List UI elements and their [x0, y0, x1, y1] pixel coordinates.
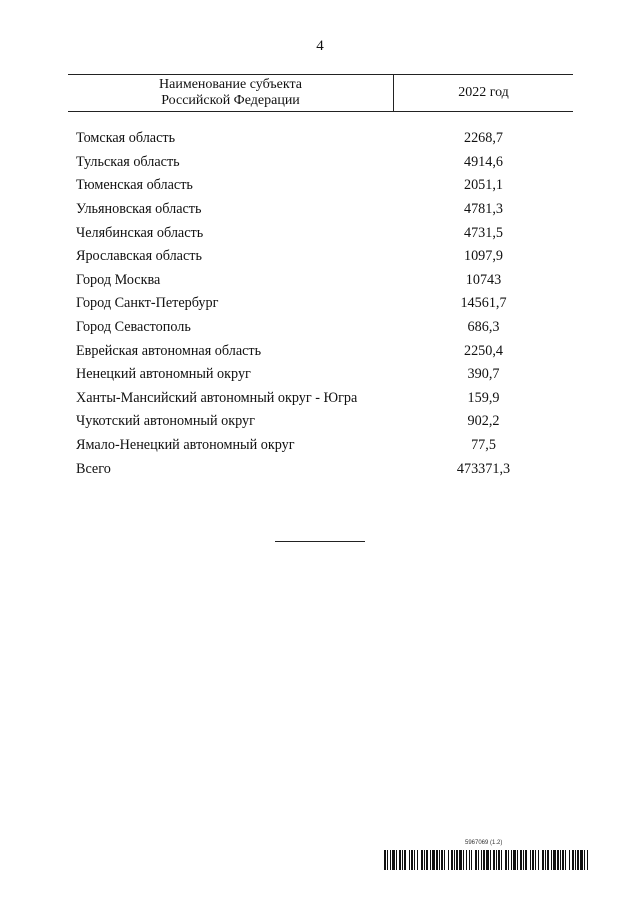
table-row — [76, 151, 573, 175]
row-value: 902,2 — [467, 413, 500, 430]
column-header-subject-line1: Наименование субъекта — [159, 77, 302, 92]
row-value: 1097,9 — [463, 248, 503, 265]
row-value: 4914,6 — [463, 153, 503, 170]
table-row — [76, 316, 573, 340]
row-value: 159,9 — [467, 389, 500, 406]
table-row — [76, 339, 573, 363]
row-subject-name: Томская область — [76, 130, 176, 147]
row-subject-name: Ульяновская область — [76, 201, 202, 218]
table-row — [76, 269, 573, 293]
row-subject-name: Челябинская область — [76, 224, 204, 241]
row-subject-name: Тульская область — [76, 153, 180, 170]
row-subject-name: Город Санкт-Петербург — [76, 295, 219, 312]
row-value: 390,7 — [467, 366, 500, 383]
row-subject-name: Ненецкий автономный округ — [76, 366, 251, 383]
table-header — [68, 74, 573, 112]
row-total-value: 473371,3 — [456, 460, 511, 477]
row-value: 4731,5 — [463, 224, 503, 241]
row-total-label: Всего — [76, 460, 111, 477]
table-row — [76, 127, 573, 151]
row-subject-name: Еврейская автономная область — [76, 342, 262, 359]
table-row — [76, 245, 573, 269]
table-row — [76, 434, 573, 458]
row-value: 2268,7 — [463, 130, 503, 147]
column-header-subject-line2: Российской Федерации — [161, 93, 300, 108]
row-subject-name: Тюменская область — [76, 177, 193, 194]
table-row — [76, 198, 573, 222]
column-header-subject — [68, 75, 394, 111]
row-value: 10743 — [465, 271, 502, 288]
table-row — [76, 221, 573, 245]
table-row — [76, 410, 573, 434]
page-number: 4 — [316, 38, 324, 54]
table-row — [76, 174, 573, 198]
barcode-graphic — [384, 850, 588, 870]
row-subject-name: Город Москва — [76, 271, 161, 288]
table-row — [76, 387, 573, 411]
row-subject-name: Чукотский автономный округ — [76, 413, 255, 430]
row-value: 2250,4 — [463, 342, 503, 359]
row-value: 4781,3 — [463, 201, 503, 218]
row-subject-name: Ямало-Ненецкий автономный округ — [76, 437, 295, 454]
row-value: 77,5 — [471, 437, 496, 454]
table-row-total — [76, 457, 573, 481]
end-of-table-divider — [275, 541, 365, 542]
table-row — [76, 292, 573, 316]
barcode-label: 5967069 (1.2) — [465, 840, 503, 846]
column-header-year: 2022 год — [458, 85, 509, 100]
table-body — [76, 127, 573, 481]
row-value: 2051,1 — [463, 177, 503, 194]
row-value: 686,3 — [467, 319, 500, 336]
row-value: 14561,7 — [460, 295, 507, 312]
row-subject-name: Ханты-Мансийский автономный округ - Югра — [76, 389, 358, 406]
table-row — [76, 363, 573, 387]
row-subject-name: Ярославская область — [76, 248, 202, 265]
row-subject-name: Город Севастополь — [76, 319, 191, 336]
